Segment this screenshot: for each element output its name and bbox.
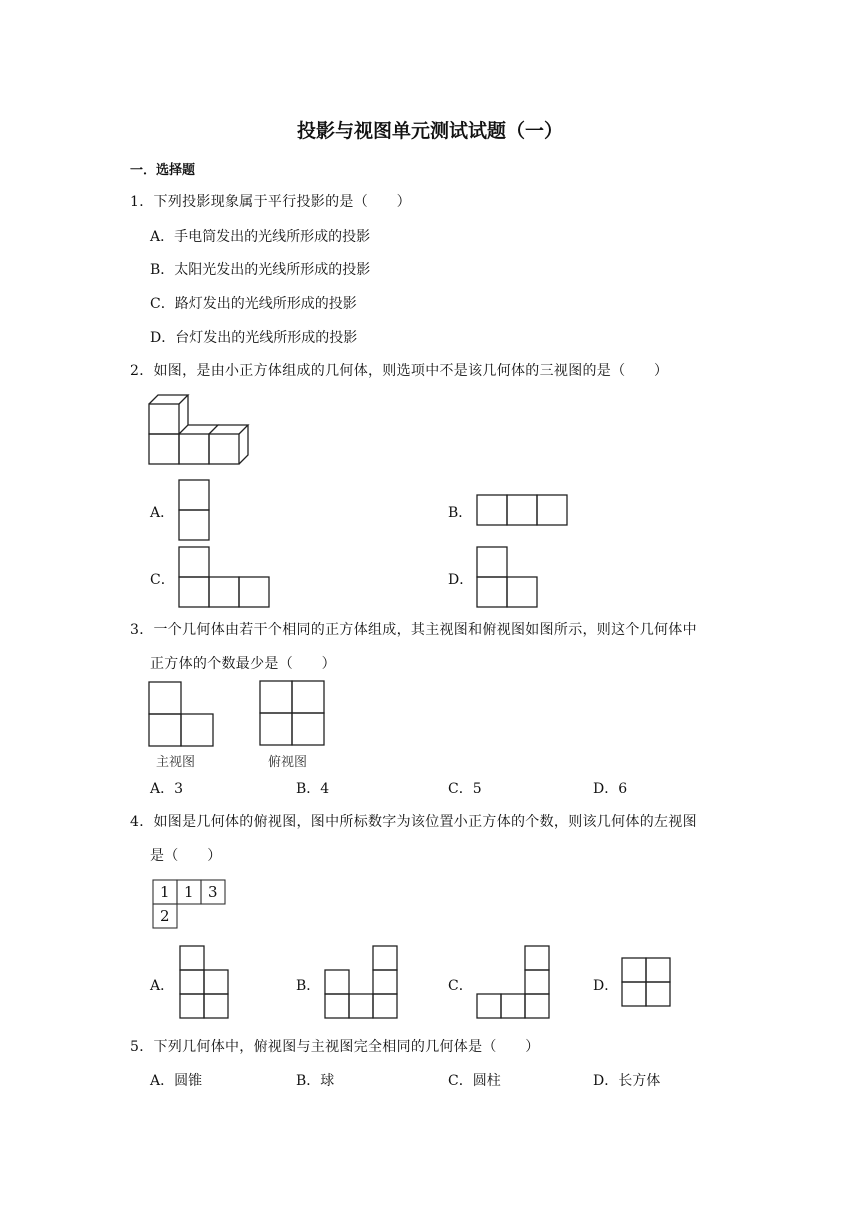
q3-front-view-caption: 主视图 xyxy=(156,755,196,770)
q4-grid-number: 3 xyxy=(208,883,218,901)
question-5-option-d: D．长方体 xyxy=(593,1073,661,1089)
question-4-stem-line1: 4．如图是几何体的俯视图，图中所标数字为该位置小正方体的个数，则该几何体的左视图 xyxy=(130,814,697,830)
question-1-stem: 1．下列投影现象属于平行投影的是（ ） xyxy=(130,194,411,210)
q4-label-b: B． xyxy=(296,978,321,994)
q4-label-c: C． xyxy=(448,978,473,994)
q2-option-b-figure xyxy=(476,494,569,527)
q4-grid-number: 1 xyxy=(160,883,170,901)
q4-top-view-grid xyxy=(152,879,230,931)
q4-option-d-figure xyxy=(621,957,673,1009)
question-4-stem-line2: 是（ ） xyxy=(150,848,222,864)
question-3-stem-line1: 3．一个几何体由若干个相同的正方体组成，其主视图和俯视图如图所示，则这个几何体中 xyxy=(130,622,697,638)
q4-label-d: D． xyxy=(593,978,619,994)
q3-top-view-caption: 俯视图 xyxy=(268,755,308,770)
q2-label-c: C． xyxy=(150,572,175,588)
q4-label-a: A． xyxy=(150,978,175,994)
q2-label-a: A． xyxy=(150,505,175,521)
question-1-option-d: D．台灯发出的光线所形成的投影 xyxy=(150,330,358,346)
question-3-stem-line2: 正方体的个数最少是（ ） xyxy=(150,656,336,672)
q3-top-view-figure xyxy=(259,680,327,746)
q2-solid-figure xyxy=(146,392,252,468)
question-2-stem: 2．如图，是由小正方体组成的几何体，则选项中不是该几何体的三视图的是（ ） xyxy=(130,363,669,379)
question-5-option-b: B．球 xyxy=(296,1073,335,1089)
question-3-option-b: B．4 xyxy=(296,781,330,797)
q4-grid-number: 1 xyxy=(184,883,194,901)
question-5-option-a: A．圆锥 xyxy=(150,1073,203,1089)
q2-label-b: B． xyxy=(448,505,473,521)
q3-front-view-figure xyxy=(148,681,216,747)
question-1-option-b: B．太阳光发出的光线所形成的投影 xyxy=(150,262,371,278)
q2-option-c-figure xyxy=(178,546,271,609)
q4-option-b-figure xyxy=(324,945,400,1021)
q2-label-d: D． xyxy=(448,572,474,588)
q2-option-d-figure xyxy=(476,546,539,609)
question-1-option-a: A．手电筒发出的光线所形成的投影 xyxy=(150,229,371,245)
question-5-stem: 5．下列几何体中，俯视图与主视图完全相同的几何体是（ ） xyxy=(130,1039,540,1055)
question-1-option-c: C．路灯发出的光线所形成的投影 xyxy=(150,296,357,312)
q4-grid-number: 2 xyxy=(160,907,170,925)
section-heading: 一．选择题 xyxy=(130,163,196,178)
q4-option-c-figure xyxy=(476,945,552,1021)
q2-option-a-figure xyxy=(178,479,212,542)
question-3-option-a: A．3 xyxy=(150,781,184,797)
question-3-option-d: D．6 xyxy=(593,781,628,797)
question-3-option-c: C．5 xyxy=(448,781,482,797)
page-title: 投影与视图单元测试试题（一） xyxy=(296,120,563,142)
q4-option-a-figure xyxy=(179,945,231,1021)
question-5-option-c: C．圆柱 xyxy=(448,1073,501,1089)
